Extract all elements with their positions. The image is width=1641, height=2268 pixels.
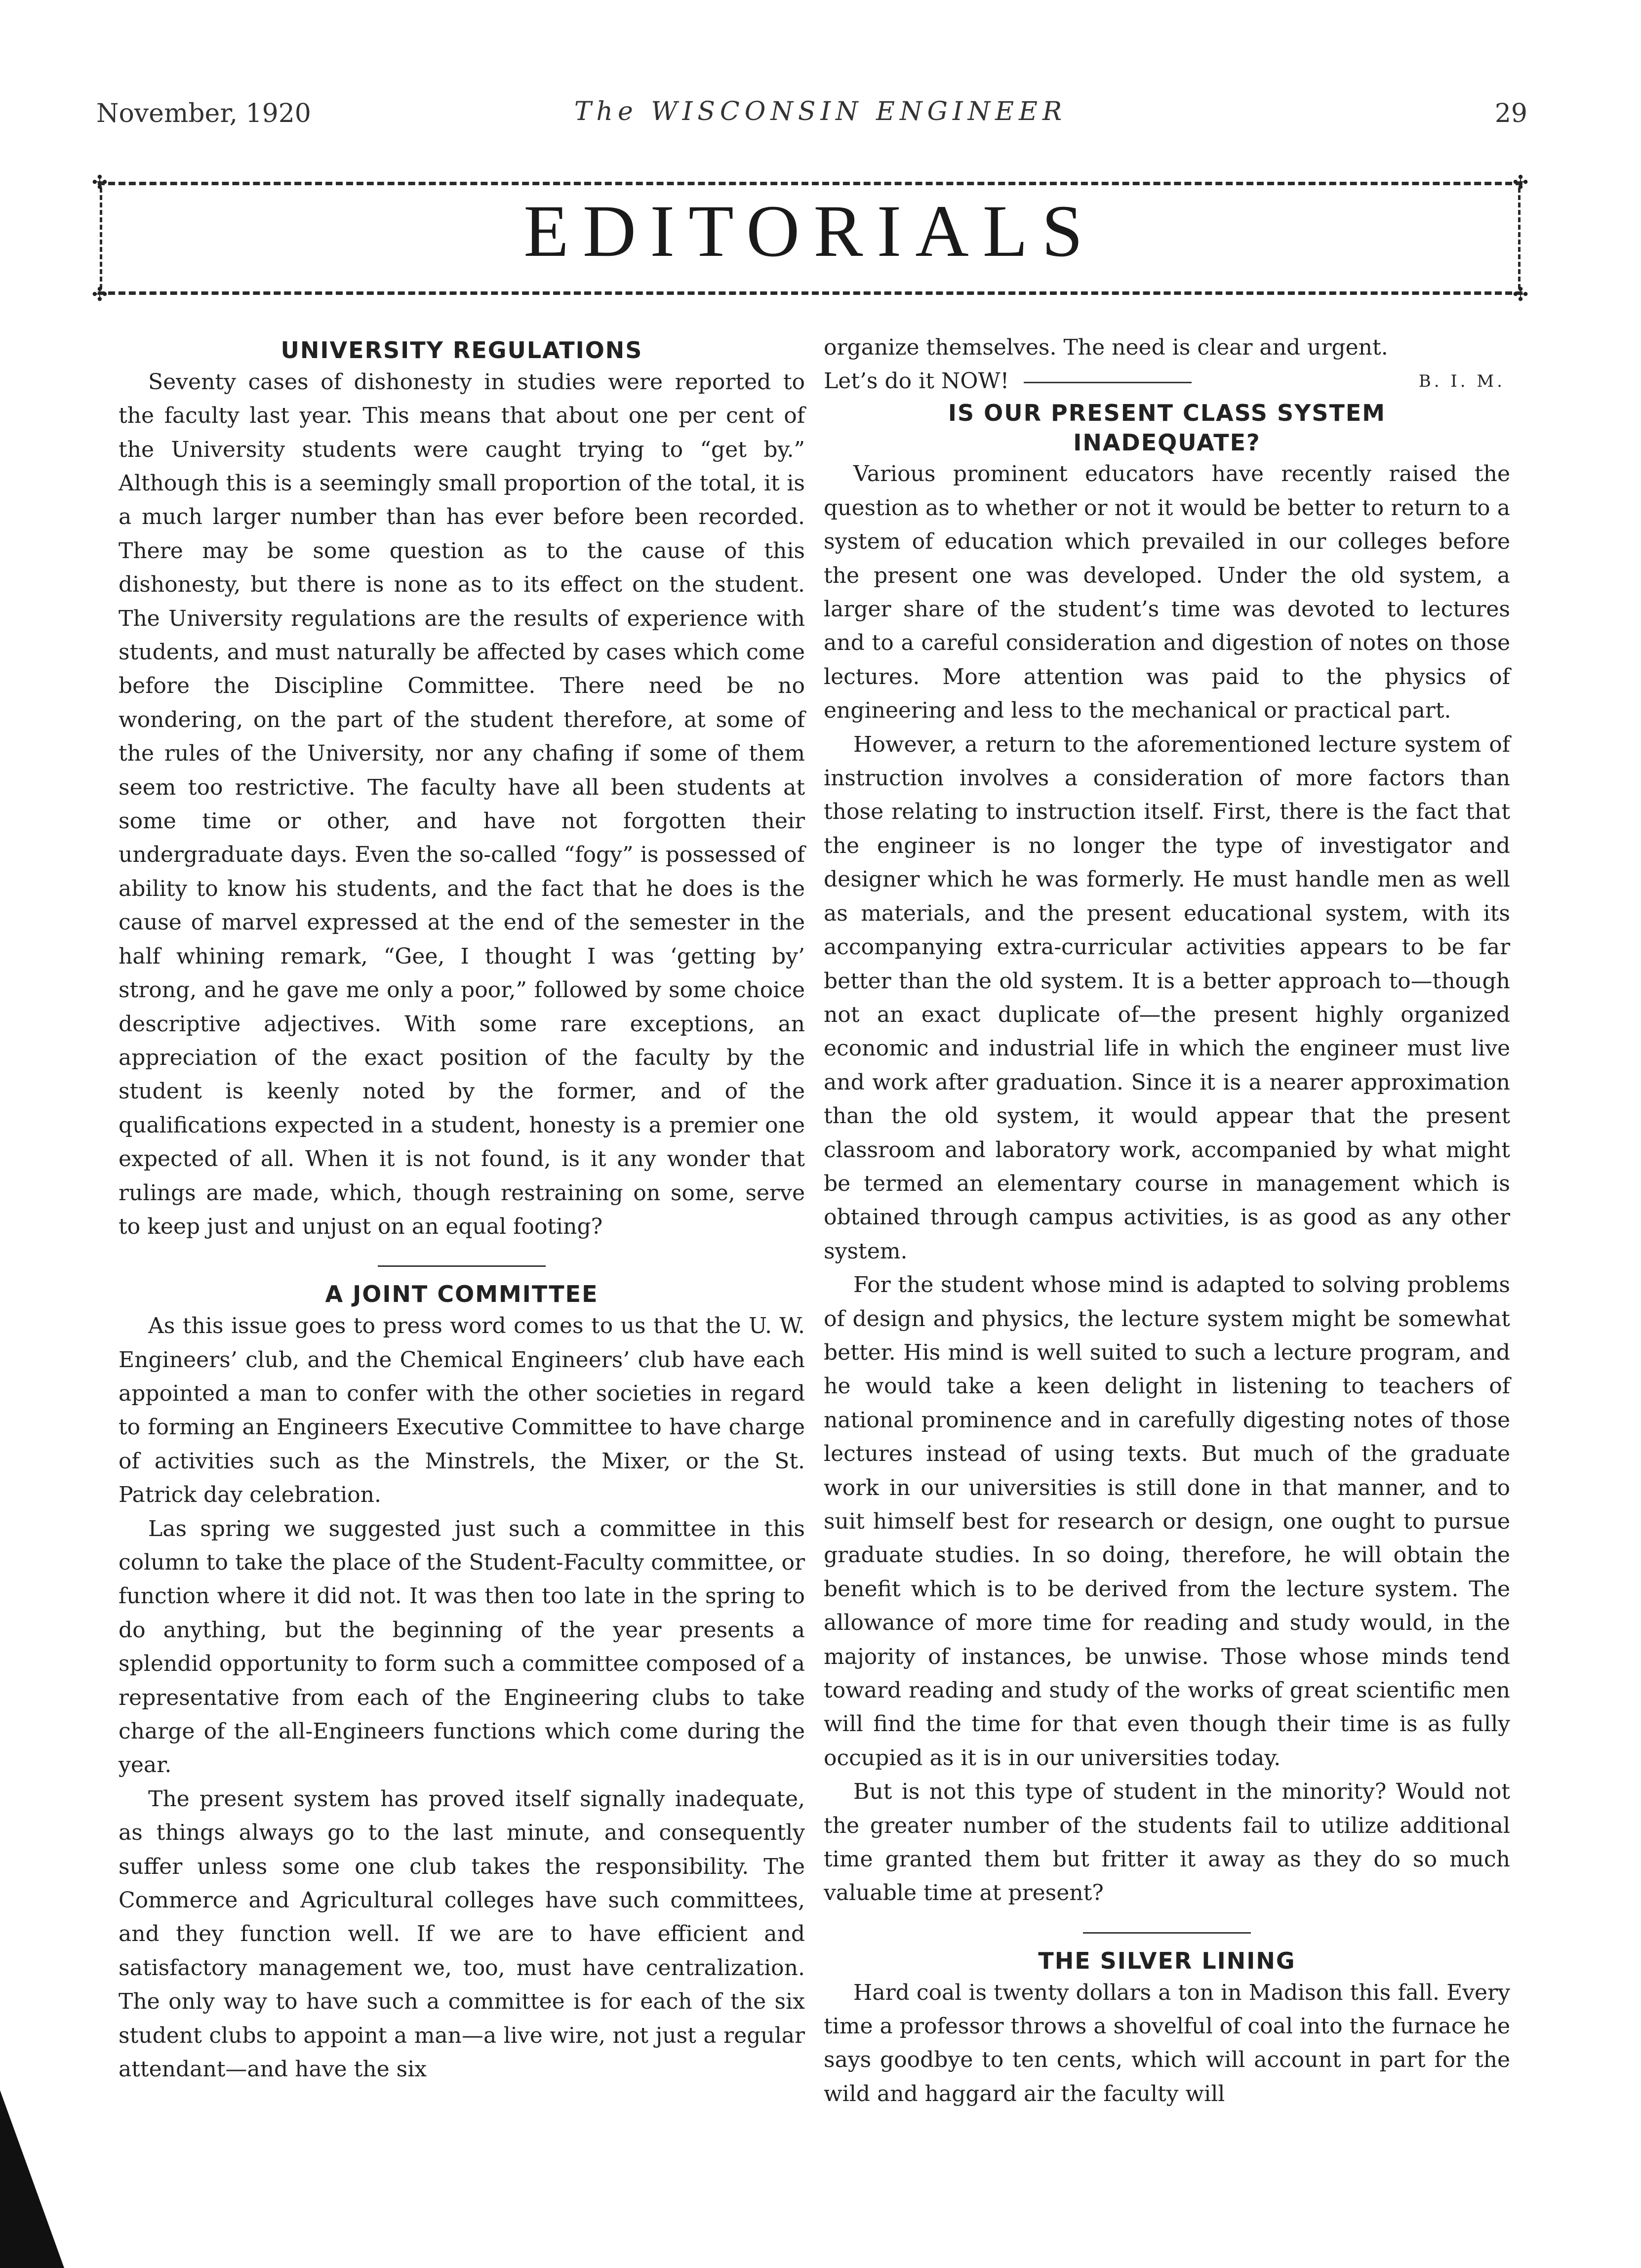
- banner-top-rule: [98, 182, 1522, 185]
- heading-line: INADEQUATE?: [1073, 429, 1261, 456]
- issue-date: November, 1920: [96, 99, 311, 128]
- paragraph: The present system has proved itself signally inadequate, as things always go to the last minute, and consequently suffer unless some one club takes the responsibility. The Commerce and Agricultural colleges have such committees, and they function well. If we are to have efficient and satisfactory management we, too, must have centralization. The only way to have such a committee is for each of the six student clubs to appoint a man—a live wire, not just a regular attendant—and have the six: [119, 1786, 805, 2082]
- paragraph: Various prominent educators have recently raised the question as to whether or not it would be better to return to a system of education which prevailed in our colleges before the present one was developed. Under the old system, a larger share of the student’s time was devoted to lectures and to a careful consideration and digestion of notes on those lectures. More attention was paid to the physics of engineering and less to the mechanical or practical part.: [824, 461, 1510, 724]
- paragraph: Las spring we suggested just such a committee in this column to take the place of the Student-Faculty committee, or function where it did not. It was then too late in the spring to do anything, but the beginning of the year presents a splendid opportunity to form such a committee composed of a representative from each of the Engineering clubs to take charge of the all-Engineers functions which come during the year.: [119, 1516, 805, 1778]
- ornament-icon: ✣: [1513, 284, 1528, 305]
- banner-bottom-rule: [98, 291, 1522, 295]
- heading-silver-lining: THE SILVER LINING: [1038, 1947, 1296, 1974]
- paragraph: As this issue goes to press word comes to us that the U. W. Engineers’ club, and the Chemical Engineers’ club have each appointed a man to confer with the other societies in regard to forming an Engineers Executive Committee to have charge of activities such as the Minstrels, the Mixer, or the St. Patrick day celebration.: [119, 1313, 805, 1508]
- banner-title: EDITORIALS: [523, 190, 1097, 272]
- paragraph: For the student whose mind is adapted to solving problems of design and physics, the lecture system might be somewhat better. His mind is well suited to such a lecture program, and he would take a keen delight in listening to teachers of national prominence and in carefully digesting notes of those lectures instead of using texts. But much of the graduate work in our universities is still done in that manner, and to suit himself best for research or design, one ought to pursue graduate studies. In so doing, therefore, he will obtain the benefit which is to be derived from the lecture system. The allowance of more time for reading and study would, in the majority of instances, be unwise. Those whose minds tend toward reading and study of the works of great scientific men will find the time for that even though their time is as fully occupied as it is in our universities today.: [824, 1272, 1510, 1771]
- heading-university-regulations: UNIVERSITY REGULATIONS: [280, 337, 643, 364]
- ornament-icon: ✣: [92, 284, 108, 305]
- left-column: [119, 336, 805, 2087]
- right-column: [824, 331, 1510, 2111]
- heading-class-system: [824, 399, 1510, 458]
- author-initials: B. I. M.: [1418, 371, 1505, 392]
- signature-line: [824, 364, 1510, 398]
- paragraph: Seventy cases of dishonesty in studies were reported to the faculty last year. This means that about one per cent of the University students were caught trying to “get by.” Although this is a seemingly small proportion of the total, it is a much larger number than has ever before been recorded. There may be some question as to the cause of this dishonesty, but there is none as to its effect on the student. The University regulations are the results of experience with students, and must naturally be affected by cases which come before the Discipline Committee. There need be no wondering, on the part of the student therefore, at some of the rules of the University, nor any chafing if some of them seem too restrictive. The faculty have all been students at some time or other, and have not forgotten their undergraduate days. Even the so-called “fogy” is possessed of ability to know his students, and the fact that he does is the cause of marvel expressed at the end of the semester in the half whining remark, “Gee, I thought I was ‘getting by’ strong, and he gave me only a poor,” followed by some choice descriptive adjectives. With some rare exceptions, an appreciation of the exact position of the faculty by the student is keenly noted by the former, and of the qualifications expected in a student, honesty is a premier one expected of all. When it is not found, is it any wonder that rulings are made, which, though restraining on some, serve to keep just and unjust on an equal footing?: [119, 369, 805, 1239]
- section-divider: [1083, 1932, 1251, 1934]
- ornament-icon: ✣: [92, 171, 108, 193]
- scan-corner-shadow: [0, 2090, 64, 2268]
- journal-title: The WISCONSIN ENGINEER: [574, 97, 1067, 126]
- paragraph: However, a return to the aforementioned lecture system of instruction involves a consideration of more factors than those relating to instruction itself. First, there is the fact that the engineer is no longer the type of investigator and designer which he was formerly. He must handle men as well as materials, and the present educational system, with its accompanying extra-curricular activities appears to be far better than the old system. It is a better approach to—though not an exact duplicate of—the present highly organized economic and industrial life in which the engineer must live and work after graduation. Since it is a nearer approximation than the old system, it would appear that the present classroom and laboratory work, accompanied by what might be termed an elementary course in management which is obtained through campus activities, is as good as any other system.: [824, 731, 1510, 1264]
- page-number: 29: [1494, 99, 1527, 128]
- closing-dash: [1024, 382, 1192, 383]
- paragraph: But is not this type of student in the minority? Would not the greater number of the students fail to utilize additional time granted them but fritter it away as they do so much valuable time at present?: [824, 1779, 1510, 1906]
- editorials-banner: [92, 171, 1528, 305]
- paragraph: Hard coal is twenty dollars a ton in Madison this fall. Every time a professor throws a shovelful of coal into the furnace he says goodbye to ten cents, which will account in part for the wild and haggard air the faculty will: [824, 1980, 1510, 2106]
- section-divider: [378, 1265, 546, 1267]
- closing-text: Let’s do it NOW!: [824, 368, 1009, 394]
- ornament-icon: ✣: [1513, 171, 1528, 193]
- heading-line: IS OUR PRESENT CLASS SYSTEM: [948, 399, 1386, 426]
- heading-joint-committee: A JOINT COMMITTEE: [325, 1281, 599, 1308]
- continued-text: organize themselves. The need is clear and urgent.: [824, 335, 1388, 360]
